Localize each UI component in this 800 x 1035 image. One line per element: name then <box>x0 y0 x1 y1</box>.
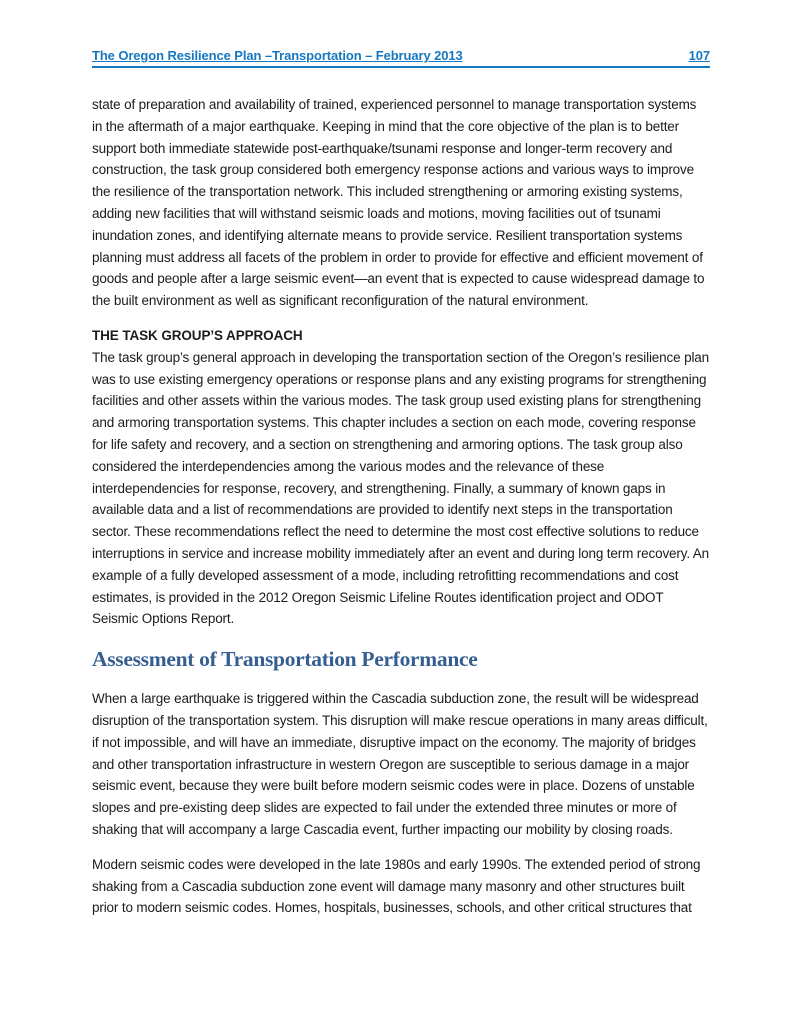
header-page-number: 107 <box>688 48 710 63</box>
main-heading-assessment: Assessment of Transportation Performance <box>92 647 478 672</box>
section-heading-task-group-approach: THE TASK GROUP’S APPROACH <box>92 327 303 343</box>
page-header <box>92 48 710 68</box>
paragraph-continuation: state of preparation and availability of trained, experienced personnel to manage transportation systems in the aftermath of a major earthquake. Keeping in mind that the core objective of the plan is to better support both immediate statewide post-earthquake/tsunami response and longer-term recovery and construction, the task group considered both emergency response actions and various ways to improve the resilience of the transportation network. This included strengthening or armoring existing systems, adding new facilities that will withstand seismic loads and motions, moving facilities out of tsunami inundation zones, and identifying alternate means to provide service. Resilient transportation systems planning must address all facets of the problem in order to provide for effective and efficient movement of goods and people after a large seismic event—an event that is expected to cause widespread damage to the built environment as well as significant reconfiguration of the natural environment. <box>92 97 705 309</box>
document-content <box>92 94 710 919</box>
paragraph-approach: The task group’s general approach in developing the transportation section of the Oregon’s resilience plan was to use existing emergency operations or response plans and any existing programs for strengthening facilities and other assets within the various modes. The task group used existing plans for strengthening and armoring transportation systems. This chapter includes a section on each mode, covering response for life safety and recovery, and a section on strengthening and armoring options. The task group also considered the interdependencies among the various modes and the relevance of these interdependencies for response, recovery, and strengthening. Finally, a summary of known gaps in available data and a list of recommendations are provided to identify next steps in the transportation sector. These recommendations reflect the need to determine the most cost effective solutions to reduce interruptions in service and increase mobility immediately after an event and during long term recovery. An example of a fully developed assessment of a mode, including retrofitting recommendations and cost estimates, is provided in the 2012 Oregon Seismic Lifeline Routes identification project and ODOT Seismic Options Report. <box>92 349 710 627</box>
paragraph-assessment-1: When a large earthquake is triggered within the Cascadia subduction zone, the result will be widespread disruption of the transportation system. This disruption will make rescue operations in many areas difficult, if not impossible, and will have an immediate, disruptive impact on the economy. The majority of bridges and other transportation infrastructure in western Oregon are susceptible to serious damage in a major seismic event, because they were built before modern seismic codes were in place. Dozens of unstable slopes and pre-existing deep slides are expected to fail under the extended three minutes or more of shaking that will accompany a large Cascadia event, further impacting our mobility by closing roads. <box>92 691 708 837</box>
paragraph-assessment-2: Modern seismic codes were developed in the late 1980s and early 1990s. The extended period of strong shaking from a Cascadia subduction zone event will damage many masonry and other structures built prior to modern seismic codes. Homes, hospitals, businesses, schools, and other critical structures that <box>92 856 701 916</box>
header-title: The Oregon Resilience Plan –Transportation – February 2013 <box>92 48 463 63</box>
